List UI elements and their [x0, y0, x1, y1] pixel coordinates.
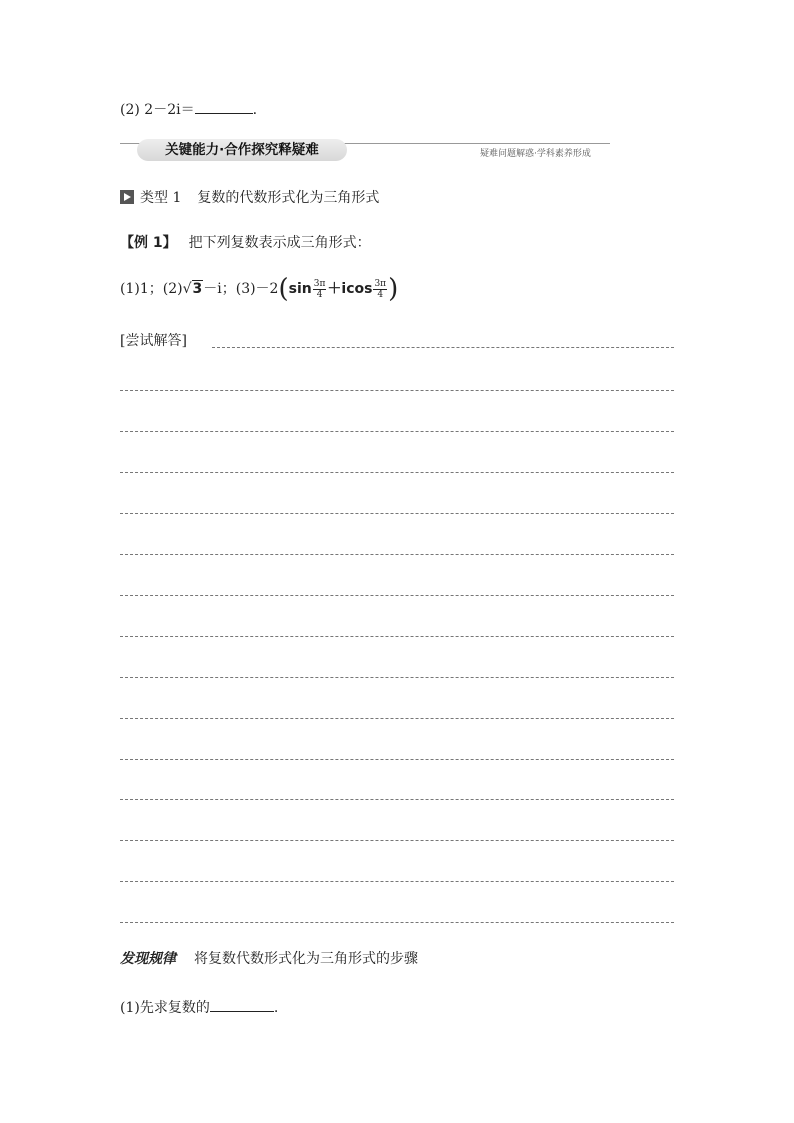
fraction-2: [373, 279, 387, 300]
right-paren: ): [388, 274, 399, 304]
example-text: 把下列复数表示成三角形式：: [188, 235, 371, 251]
answer-line[interactable]: [120, 554, 674, 555]
play-triangle-icon: [120, 190, 134, 204]
type-title: 复数的代数形式化为三角形式: [197, 190, 380, 206]
answer-line[interactable]: [120, 840, 674, 841]
icos-text: ＋icos: [327, 281, 373, 297]
formula-part-2: －i；(3)－2: [203, 281, 279, 297]
sqrt-radicand: 3: [192, 281, 203, 297]
step-1-end: .: [273, 1000, 279, 1016]
step-1-blank[interactable]: [210, 999, 274, 1012]
rule-text: 将复数代数形式化为三角形式的步骤: [194, 951, 418, 967]
fraction-1-numerator: 3π: [313, 278, 326, 289]
question-2: [120, 99, 257, 119]
answer-line[interactable]: [120, 431, 674, 432]
formula-part-1: (1)1；(2): [120, 281, 183, 297]
section-banner: 关键能力·合作探究释疑难: [137, 139, 347, 161]
answer-line[interactable]: [212, 347, 674, 348]
example-1: [120, 232, 371, 252]
answer-line[interactable]: [120, 759, 674, 760]
fraction-2-denominator: 4: [377, 289, 384, 300]
sin-text: sin: [288, 281, 312, 297]
answer-blank[interactable]: [195, 101, 253, 114]
formula-line: [120, 274, 399, 304]
step-1: [120, 997, 278, 1017]
section-subtitle: 疑难问题解惑·学科素养形成: [480, 149, 591, 159]
sqrt-symbol: √: [182, 281, 192, 297]
question-2-end: .: [252, 102, 258, 118]
answer-line[interactable]: [120, 881, 674, 882]
fraction-1: [313, 279, 327, 300]
rule-heading: [120, 948, 418, 968]
answer-line[interactable]: [120, 718, 674, 719]
rule-label: 发现规律: [120, 951, 176, 967]
answer-line[interactable]: [120, 922, 674, 923]
answer-line[interactable]: [120, 513, 674, 514]
type-heading: [120, 187, 379, 207]
answer-line[interactable]: [120, 799, 674, 800]
fraction-2-numerator: 3π: [374, 278, 387, 289]
answer-line[interactable]: [120, 472, 674, 473]
example-label: 【例 1】: [120, 235, 177, 251]
left-paren: (: [278, 274, 289, 304]
question-2-text: (2) 2－2i＝: [120, 102, 195, 118]
answer-label: [尝试解答]: [120, 333, 187, 349]
step-1-text: (1)先求复数的: [120, 1000, 210, 1016]
answer-line[interactable]: [120, 636, 674, 637]
answer-line[interactable]: [120, 595, 674, 596]
answer-line[interactable]: [120, 390, 674, 391]
answer-line[interactable]: [120, 677, 674, 678]
fraction-1-denominator: 4: [316, 289, 323, 300]
type-label: 类型 1: [140, 190, 182, 206]
